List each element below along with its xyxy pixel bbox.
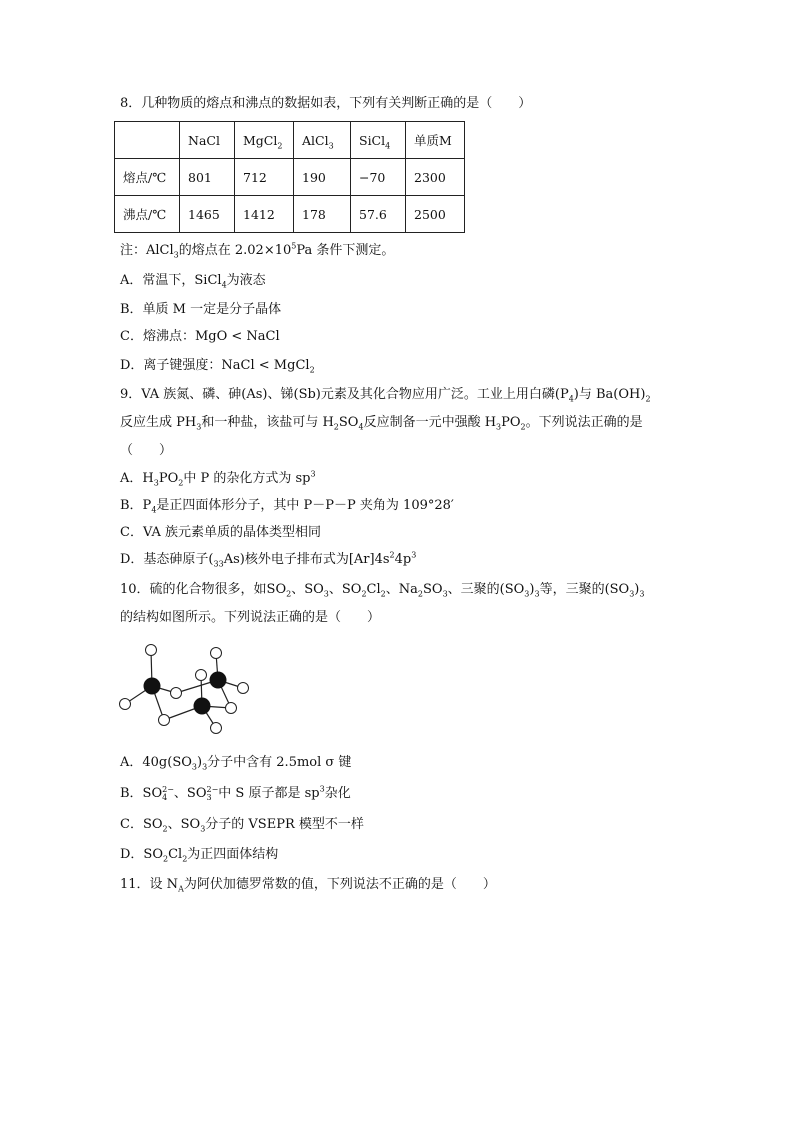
q9-option-d: D．基态砷原子$(_{33}As)$核外电子排布式为$[Ar]4s^24p^3$ [120,550,417,569]
oxygen-atom [226,703,237,714]
table-cell: −70 [351,159,406,196]
oxygen-atom [159,715,170,726]
table-header-row [115,122,465,159]
q9-option-c: C．VA 族元素单质的晶体类型相同 [120,525,321,540]
table-cell: 沸点/℃ [115,196,180,233]
q9-option-a: A．$H_3PO_2$中 P 的杂化方式为 $sp^3$ [120,469,316,488]
table-header-cell: MgCl$_2$ [235,122,294,159]
q8-stem: 8．几种物质的熔点和沸点的数据如表，下列有关判断正确的是（ ） [120,96,532,111]
table-cell: 712 [235,159,294,196]
table-header-cell: 单质M [406,122,465,159]
table-cell: 57.6 [351,196,406,233]
sulfur-atom [210,672,227,689]
sulfur-atom [144,678,161,695]
q8-option-c: C．熔沸点：MgO < NaCl [120,329,280,344]
q8-option-d: D．离子键强度：NaCl < MgCl$_2$ [120,358,315,375]
q10-option-d: D．$SO_2Cl_2$为正四面体结构 [120,847,279,864]
table-cell: 2300 [406,159,465,196]
oxygen-atom [196,670,207,681]
table-header-cell: NaCl [180,122,235,159]
q9-stem-line1: 9．VA 族氮、磷、砷(As)、锑(Sb)元素及其化合物应用广泛。工业上用白磷$(P_4)$与 $Ba(OH)_2$ [120,387,651,404]
q8-option-b: B．单质 M 一定是分子晶体 [120,302,282,317]
q8-option-a: A．常温下，SiCl$_4$为液态 [120,273,266,290]
oxygen-atom [238,683,249,694]
q10-stem-line1: 10．硫的化合物很多，如$SO_2$、$SO_3$、$SO_2Cl_2$、$Na_2SO_3$、三聚的$(SO_3)_3$等，三聚的$(SO_3)_3$ [120,582,645,599]
oxygen-atom [171,688,182,699]
q10-option-c: C．$SO_2$、$SO_3$分子的 VSEPR 模型不一样 [120,817,364,834]
so3-trimer-structure-diagram [112,640,252,742]
table-row [115,159,465,196]
table-cell: 1412 [235,196,294,233]
q10-option-a: A．$40g(SO_3)_3$分子中含有 2.5mol σ 键 [120,755,352,772]
table-corner-cell [115,122,180,159]
oxygen-atom [120,699,131,710]
table-cell: 1465 [180,196,235,233]
sulfur-atom [194,698,211,715]
table-header-cell: SiCl$_4$ [351,122,406,159]
q8-data-table [114,121,465,233]
table-cell: 178 [294,196,351,233]
table-cell: 熔点/℃ [115,159,180,196]
table-cell: 2500 [406,196,465,233]
q9-stem-line3: （ ） [120,443,173,458]
table-header-cell: AlCl$_3$ [294,122,351,159]
table-cell: 190 [294,159,351,196]
oxygen-atom [211,723,222,734]
q8-note: 注：AlCl$_3$的熔点在 $2.02\times 10^5Pa$ 条件下测定。 [120,241,395,260]
q9-option-b: B．$P_4$是正四面体形分子，其中 P－P－P 夹角为 109°28′ [120,498,454,515]
oxygen-atom [146,645,157,656]
q10-stem-line2: 的结构如图所示。下列说法正确的是（ ） [120,610,381,625]
oxygen-atom [211,648,222,659]
q11-stem: 11．设 $N_A$为阿伏加德罗常数的值，下列说法不正确的是（ ） [120,877,496,894]
table-cell: 801 [180,159,235,196]
table-row [115,196,465,233]
q10-option-b: B．SO 2− 4 、SO 2− 3 中 S 原子都是 $sp^3$杂化 [120,784,351,802]
q9-stem-line2: 反应生成 $PH_3$和一种盐，该盐可与 $H_2SO_4$反应制备一元中强酸 $H_3PO_2$。下列说法正确的是 [120,415,643,432]
